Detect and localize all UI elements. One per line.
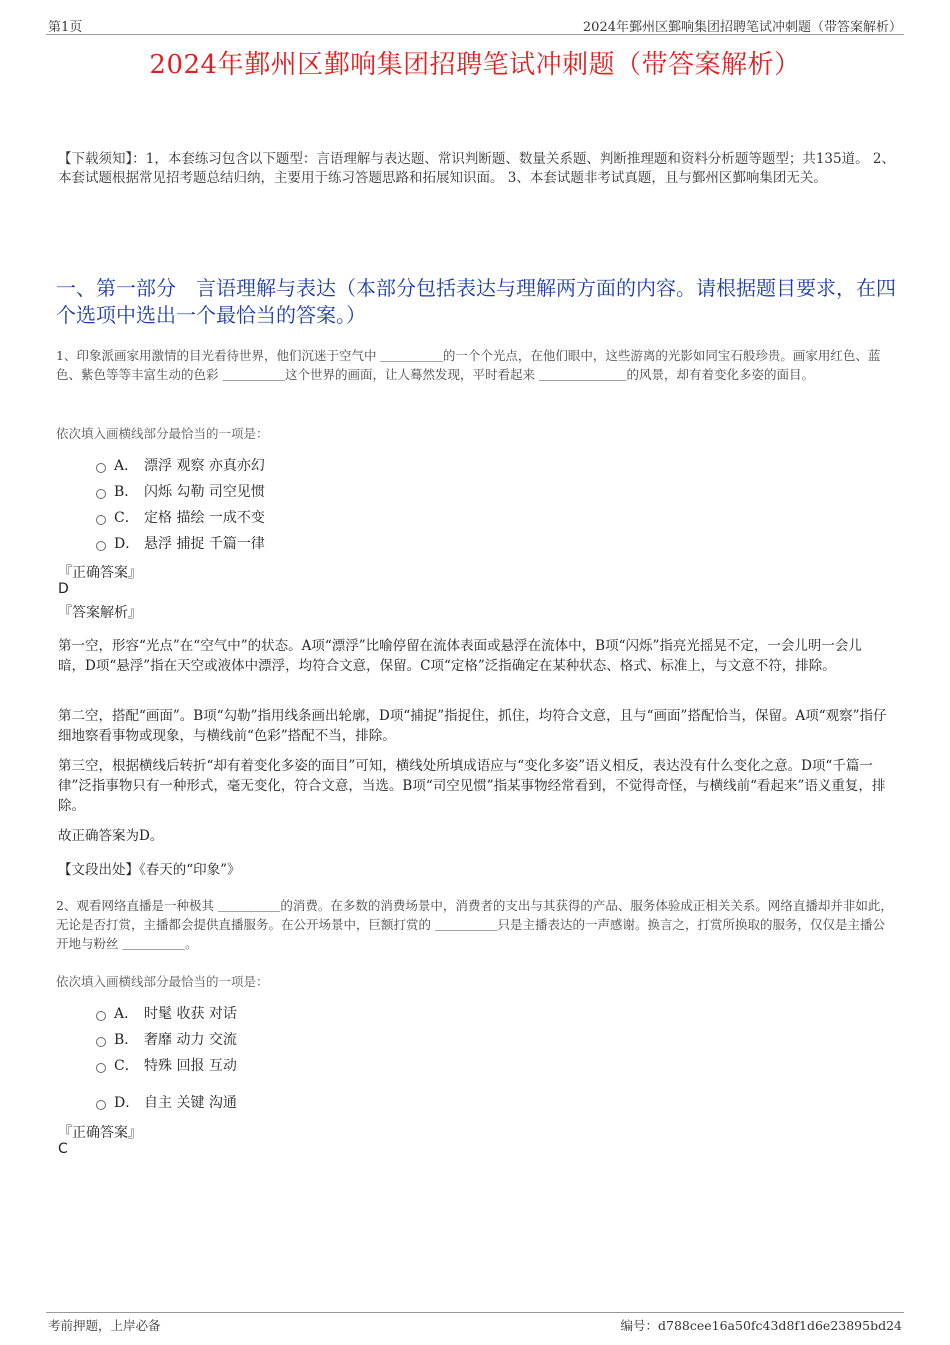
question-1-text: 1、印象派画家用激情的目光看待世界，他们沉迷于空气中 ＿＿＿＿＿的一个个光点，在他们眼中，这些游离的光影如同宝石般珍贵。画家用红色、蓝色、紫色等等丰富生动的色彩 ＿＿＿＿＿这个世界的画面，让人蓦然发现，平时看起来 ＿＿＿＿＿＿＿的风景，却有着变化多姿的面目。 (56, 348, 881, 382)
radio-icon[interactable] (96, 541, 106, 551)
document-title: 2024年鄞州区鄞响集团招聘笔试冲刺题（带答案解析） (149, 50, 801, 80)
q1-analysis-paragraph-1: 第一空，形容“光点”在“空气中”的状态。A项“漂浮”比喻停留在流体表面或悬浮在流体中，B项“闪烁”指亮光摇晃不定，一会儿明一会儿暗，D项“悬浮”指在天空或液体中漂浮，均符合文意，保留。C项“定格”泛指确定在某种状态、格式、标准上，与文意不符，排除。 (58, 638, 862, 674)
radio-icon[interactable] (96, 515, 106, 525)
q1-analysis-conclusion: 故正确答案为D。 (58, 828, 164, 844)
question-2-text: 2、观看网络直播是一种极其 ＿＿＿＿＿的消费。在多数的消费场景中，消费者的支出与其获得的产品、服务体验成正相关关系。网络直播却并非如此，无论是否打赏，主播都会提供直播服务。在公开场景中，巨额打赏的 ＿＿＿＿＿只是主播表达的一声感谢。换言之，打赏所换取的服务，仅仅是主播公开地与粉丝 ＿＿＿＿＿。 (56, 898, 893, 951)
q1-source: 【文段出处】《春天的“印象”》 (58, 862, 241, 878)
q2-option-a[interactable]: A． 时髦 收获 对话 (96, 1004, 237, 1024)
question-1-prompt: 依次填入画横线部分最恰当的一项是： (56, 426, 269, 441)
footer-slogan: 考前押题，上岸必备 (48, 1318, 161, 1333)
q1-answer: D (58, 581, 69, 597)
q2-option-c[interactable]: C． 特殊 回报 互动 (96, 1056, 237, 1076)
q1-analysis-paragraph-2: 第二空，搭配“画面”。B项“勾勒”指用线条画出轮廓，D项“捕捉”指捉住，抓住，均符合文意，且与“画面”搭配恰当，保留。A项“观察”指仔细地察看事物或现象，与横线前“色彩”搭配不当，排除。 (58, 708, 887, 744)
radio-icon[interactable] (96, 1037, 106, 1047)
q1-analysis-paragraph-3: 第三空，根据横线后转折“却有着变化多姿的面目”可知，横线处所填成语应与“变化多姿”语义相反，表达没有什么变化之意。D项“千篇一律”泛指事物只有一种形式，毫无变化，符合文意，当选。B项“司空见惯”指某事物经常看到，不觉得奇怪，与横线前“看起来”语义重复，排除。 (58, 758, 886, 814)
q2-answer: C (58, 1141, 68, 1157)
radio-icon[interactable] (96, 489, 106, 499)
section-heading: 一、第一部分 言语理解与表达（本部分包括表达与理解两方面的内容。请根据题目要求，在四个选项中选出一个最恰当的答案。） (56, 276, 896, 327)
q2-option-b[interactable]: B． 奢靡 动力 交流 (96, 1030, 237, 1050)
radio-icon[interactable] (96, 1100, 106, 1110)
q1-option-d[interactable]: D． 悬浮 捕捉 千篇一律 (96, 534, 265, 554)
radio-icon[interactable] (96, 1063, 106, 1073)
download-notice: 【下载须知】：1，本套练习包含以下题型：言语理解与表达题、常识判断题、数量关系题、判断推理题和资料分析题等题型；共135道。 2、本套试题根据常见招考题总结归纳，主要用于练习答题思路和拓展知识面。 3、本套试题非考试真题，且与鄞州区鄞响集团无关。 (58, 151, 895, 186)
q1-option-c[interactable]: C． 定格 描绘 一成不变 (96, 508, 265, 528)
question-2-prompt: 依次填入画横线部分最恰当的一项是： (56, 974, 269, 989)
header-doc-title: 2024年鄞州区鄞响集团招聘笔试冲刺题（带答案解析） (582, 20, 902, 35)
page-number: 第1页 (48, 20, 83, 35)
q1-option-b[interactable]: B． 闪烁 勾勒 司空见惯 (96, 482, 265, 502)
radio-icon[interactable] (96, 1011, 106, 1021)
q1-analysis-label: 『答案解析』 (58, 605, 142, 621)
q1-answer-label: 『正确答案』 (58, 565, 142, 581)
q2-option-d[interactable]: D． 自主 关键 沟通 (96, 1093, 237, 1113)
q1-option-a[interactable]: A． 漂浮 观察 亦真亦幻 (96, 456, 265, 476)
radio-icon[interactable] (96, 463, 106, 473)
footer-doc-id: 编号：d788cee16a50fc43d8f1d6e23895bd24 (620, 1318, 902, 1333)
q2-answer-label: 『正确答案』 (58, 1125, 142, 1141)
page-footer (46, 1312, 904, 1333)
page-header (46, 14, 904, 35)
